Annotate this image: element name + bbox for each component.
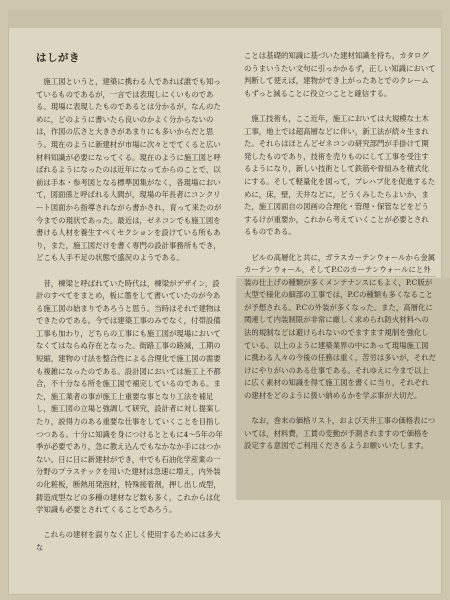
right-paragraph-1: ことは基礎的知識に基づいた建材知識を持ち，カタログのうまいうたい文句に引っかかるず，正しい知識において判断して使えば，建物ができ上がったあとでのクレームもずっと減ることに役立つことと確信する。 <box>244 51 436 98</box>
left-paragraph-1: 施工図というと，建築に携わる人であれば誰でも知っているものであるが，一言では表現しにくいものである。現場に表現したものであるとは分かるが，なんのために，どのように書いたら良いのかよく分からないのは，作図の広さと大きさがあまりにも多いからだと思う。現在のように新建材が市場に次々とでてくると広い材料知識が必要になってくる。現在のように施工図と呼ばれるようになったのは近年になってからのことで，以前は手本・参考図となる標準図集がなく，各現場において，図面係と呼ばれる人間が，現場の年長者にコンクリート図面から指導されながら書かされ，育って来たのが今までの現状であった。最近は，ゼネコンでも施工図を書ける人材を養生すべくセクションを設けている所もあり，また，施工図だけを書く専門の設計事務所もでき，どこも人手不足の状態で盛況のようである。 <box>36 77 222 263</box>
right-paragraph-3: ビルの高層化と共に，ガラスカーテンウォールから金属カーテンウォール，そしてP.Cのカーテンウォールにと外装の仕上げの種類が多くメンテナンスにもよく，P.C版が大型で様化の細部の工事では，P.Cの種類も多くなることが予想される。P.Cの外装が多くなった。また，高層化に関連して内装制限が非常に厳しく求められ防火材料への法的規制などは避けられないのでますます規制を強化している。以上のように建築業界の中にあって現場施工図に携わる人々の今後の任務は重く，苦労は多いが，それだけにやりがいのある仕事である。それゆえに今まで以上に広く素材の知識を得て施工図を書くに当り，それぞれの建材をどのように扱い納めるかを学ぶ事が大切だ。 <box>244 252 437 401</box>
book-page <box>8 10 442 595</box>
page-title: はしがき <box>36 52 80 64</box>
right-paragraph-4: なお，巻末の価格リスト，および天井工事の価格表については，材料費，工賃の変動が予測されますので価格を設定する意図でご利用くださるようお願いいたします。 <box>244 416 436 451</box>
left-paragraph-3: これらの建材を誤りなく正しく使用するためには多大な <box>36 530 221 552</box>
page-top-edge <box>8 10 442 28</box>
right-paragraph-2: 施工技術も，ここ近年，施工においては大規模な土木工事，地上では超高層などに伴い，新工法が続々生まれた。それらはほとんどゼネコンの研究部門が手掛けて開発したものであり，技術を売りものにして工事を受注するようになり，新しい技術として鉄筋や骨組みを積式化にする。そして軽量化を図って，プレハブ化を促進するために，床，壁，天井などに，どうくみしたらよいか，また，施工図面自の図画の合理化・管理・保管などをどうするけが重要か，これから考えていくことが必要とされるものである。 <box>244 113 436 237</box>
left-paragraph-2: 昔，棟梁と呼ばれていた時代は，棟梁がデザイン，設計のすべてをまとめ，板に墨をして書いていたのが今ある施工図の始まりであろうと思う。当時はそれで建物はできたのである。今では建築工事のみでなく，付帯設備工事も加わり，どちらの工事にも施工図が現場においてなくてはならぬ存在となった。街路工事の路減，工期の短縮，建物の寸法を整合性による合理化で施工図の需要も複雑になったのである。設計図においては施工上不都合，不十分なる所を施工図で補完しているのである。また，施工業者の事が施工上重要な事となり工法を補足し，施工図の立場と強調して研究，設計者に対し提案したり，説得力のある重要な仕事をしていくことを目指しつつある。十分に知識を身につけるとともに4～5年の年季が必要であり，急に教え込んでもなかなか手にはつかない。日に日に新建材ができ，中でも石油化学産業の一分野のプラスチックを用いた建材は急速に増え，内外装の化粧板，断熱用発泡材，特殊接着剤，押し出し成型，鋳造成型などの多種の建材など数も多く，これからは化学知識も必要とされてくることであろう。 <box>36 278 223 515</box>
right-column <box>244 50 436 453</box>
left-column <box>36 76 226 555</box>
